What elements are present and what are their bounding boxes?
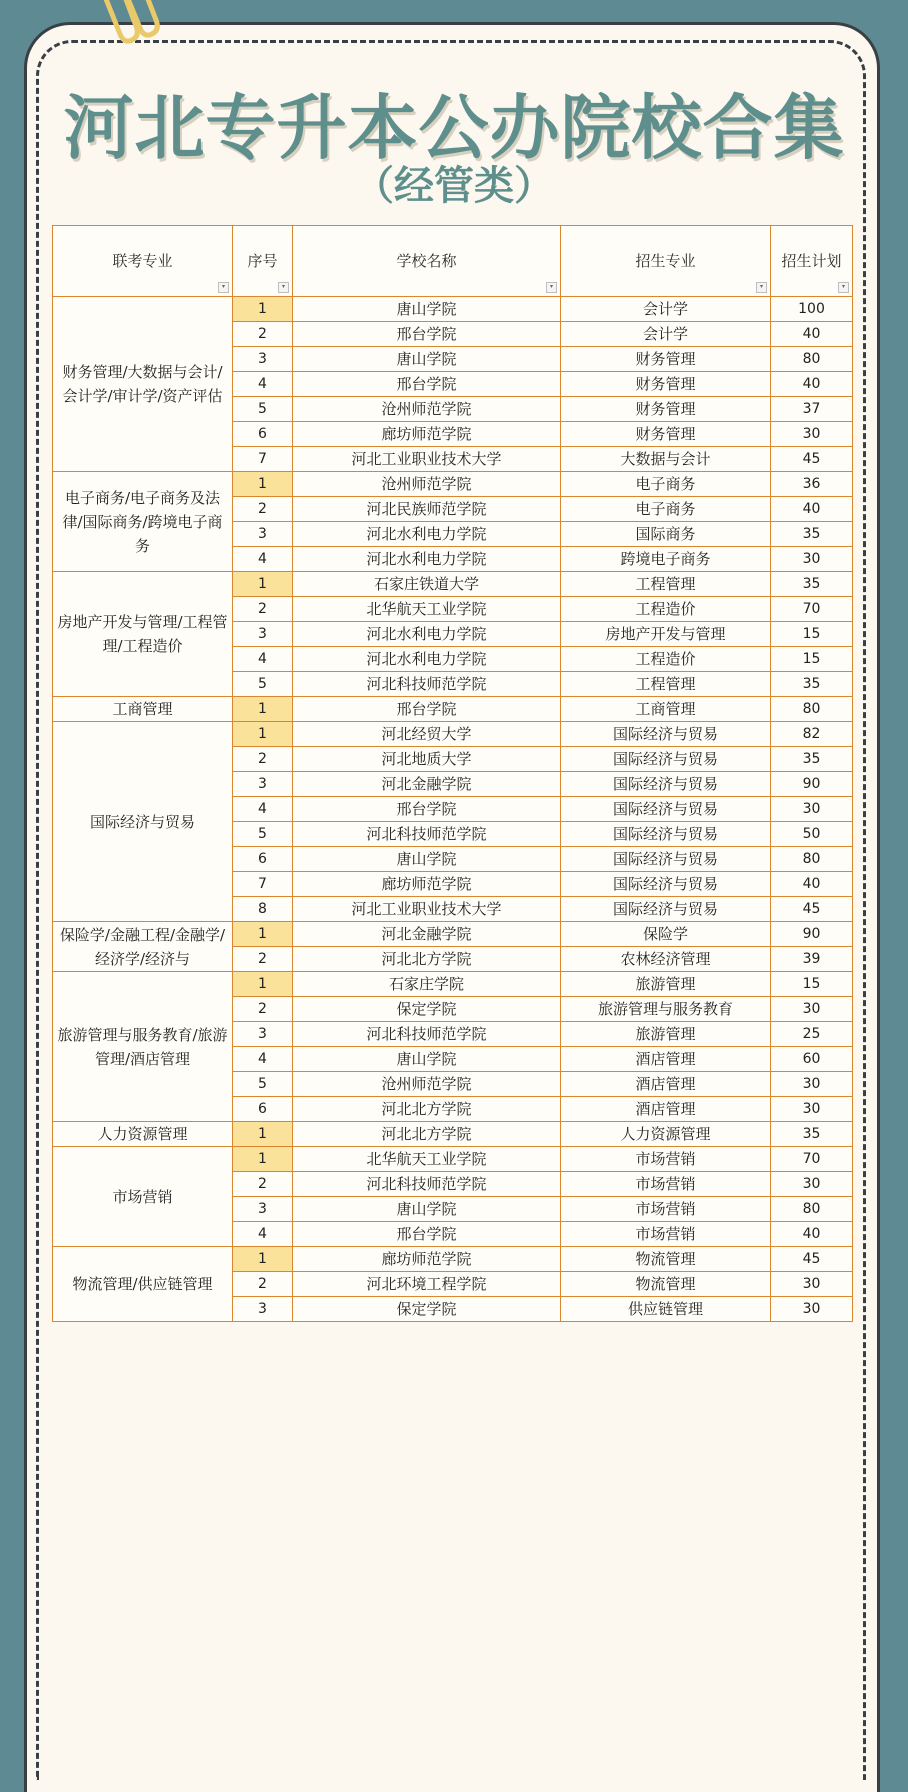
- school-name-cell[interactable]: 河北水利电力学院: [293, 522, 561, 547]
- program-cell[interactable]: 工程管理: [561, 672, 771, 697]
- plan-cell[interactable]: 70: [771, 1147, 853, 1172]
- program-cell[interactable]: 工商管理: [561, 697, 771, 722]
- header-major[interactable]: 联考专业 ▾: [53, 226, 233, 297]
- index-cell[interactable]: 2: [233, 1272, 293, 1297]
- program-cell[interactable]: 旅游管理: [561, 972, 771, 997]
- program-cell[interactable]: 国际经济与贸易: [561, 772, 771, 797]
- index-cell[interactable]: 3: [233, 1297, 293, 1322]
- index-cell[interactable]: 1: [233, 922, 293, 947]
- index-cell[interactable]: 5: [233, 1072, 293, 1097]
- plan-cell[interactable]: 25: [771, 1022, 853, 1047]
- index-cell[interactable]: 4: [233, 372, 293, 397]
- table-row: [53, 972, 853, 997]
- table-row: [53, 697, 853, 722]
- index-cell[interactable]: 8: [233, 897, 293, 922]
- school-name-cell[interactable]: 沧州师范学院: [293, 1072, 561, 1097]
- table-row: [53, 1247, 853, 1272]
- plan-cell[interactable]: 30: [771, 1072, 853, 1097]
- filter-dropdown-icon[interactable]: ▾: [756, 282, 767, 293]
- table-row: [53, 572, 853, 597]
- filter-dropdown-icon[interactable]: ▾: [546, 282, 557, 293]
- plan-cell[interactable]: 15: [771, 972, 853, 997]
- school-name-cell[interactable]: 河北水利电力学院: [293, 647, 561, 672]
- table-header-row: [53, 226, 853, 297]
- exam-major-cell[interactable]: 房地产开发与管理/工程管理/工程造价: [53, 572, 233, 697]
- table-row: [53, 297, 853, 322]
- index-cell[interactable]: 2: [233, 1172, 293, 1197]
- index-cell[interactable]: 2: [233, 497, 293, 522]
- school-name-cell[interactable]: 河北北方学院: [293, 947, 561, 972]
- school-name-cell[interactable]: 河北水利电力学院: [293, 547, 561, 572]
- exam-major-cell[interactable]: 国际经济与贸易: [53, 722, 233, 922]
- plan-cell[interactable]: 40: [771, 372, 853, 397]
- program-cell[interactable]: 酒店管理: [561, 1047, 771, 1072]
- plan-cell[interactable]: 40: [771, 322, 853, 347]
- school-table: [52, 225, 853, 1322]
- filter-dropdown-icon[interactable]: ▾: [838, 282, 849, 293]
- plan-cell[interactable]: 37: [771, 397, 853, 422]
- program-cell[interactable]: 电子商务: [561, 497, 771, 522]
- page-subtitle: （经管类）: [354, 163, 554, 209]
- program-cell[interactable]: 大数据与会计: [561, 447, 771, 472]
- index-cell[interactable]: 4: [233, 547, 293, 572]
- program-cell[interactable]: 国际经济与贸易: [561, 722, 771, 747]
- page-title: 河北专升本公办院校合集: [63, 87, 845, 169]
- program-cell[interactable]: 工程造价: [561, 597, 771, 622]
- index-cell[interactable]: 1: [233, 472, 293, 497]
- plan-cell[interactable]: 30: [771, 422, 853, 447]
- school-name-cell[interactable]: 廊坊师范学院: [293, 872, 561, 897]
- program-cell[interactable]: 国际经济与贸易: [561, 897, 771, 922]
- exam-major-cell[interactable]: 市场营销: [53, 1147, 233, 1247]
- school-name-cell[interactable]: 北华航天工业学院: [293, 597, 561, 622]
- index-cell[interactable]: 5: [233, 822, 293, 847]
- table-row: [53, 472, 853, 497]
- school-name-cell[interactable]: 河北水利电力学院: [293, 622, 561, 647]
- plan-cell[interactable]: 80: [771, 1197, 853, 1222]
- exam-major-cell[interactable]: 电子商务/电子商务及法律/国际商务/跨境电子商务: [53, 472, 233, 572]
- exam-major-cell[interactable]: 人力资源管理: [53, 1122, 233, 1147]
- program-cell[interactable]: 物流管理: [561, 1272, 771, 1297]
- plan-cell[interactable]: 30: [771, 797, 853, 822]
- school-name-cell[interactable]: 唐山学院: [293, 1047, 561, 1072]
- exam-major-cell[interactable]: 财务管理/大数据与会计/会计学/审计学/资产评估: [53, 297, 233, 472]
- program-cell[interactable]: 农林经济管理: [561, 947, 771, 972]
- school-name-cell[interactable]: 河北环境工程学院: [293, 1272, 561, 1297]
- plan-cell[interactable]: 80: [771, 347, 853, 372]
- school-name-cell[interactable]: 河北工业职业技术大学: [293, 897, 561, 922]
- program-cell[interactable]: 市场营销: [561, 1172, 771, 1197]
- index-cell[interactable]: 1: [233, 572, 293, 597]
- header-school[interactable]: 学校名称 ▾: [293, 226, 561, 297]
- plan-cell[interactable]: 35: [771, 522, 853, 547]
- index-cell[interactable]: 2: [233, 997, 293, 1022]
- table-row: [53, 1147, 853, 1172]
- school-name-cell[interactable]: 河北工业职业技术大学: [293, 447, 561, 472]
- plan-cell[interactable]: 90: [771, 922, 853, 947]
- program-cell[interactable]: 人力资源管理: [561, 1122, 771, 1147]
- program-cell[interactable]: 供应链管理: [561, 1297, 771, 1322]
- header-program[interactable]: 招生专业 ▾: [561, 226, 771, 297]
- school-name-cell[interactable]: 保定学院: [293, 997, 561, 1022]
- program-cell[interactable]: 会计学: [561, 322, 771, 347]
- index-cell[interactable]: 1: [233, 1147, 293, 1172]
- exam-major-cell[interactable]: 物流管理/供应链管理: [53, 1247, 233, 1322]
- table-row: [53, 922, 853, 947]
- program-cell[interactable]: 跨境电子商务: [561, 547, 771, 572]
- index-cell[interactable]: 1: [233, 972, 293, 997]
- school-name-cell[interactable]: 河北科技师范学院: [293, 1172, 561, 1197]
- plan-cell[interactable]: 80: [771, 847, 853, 872]
- school-name-cell[interactable]: 唐山学院: [293, 347, 561, 372]
- index-cell[interactable]: 4: [233, 647, 293, 672]
- program-cell[interactable]: 保险学: [561, 922, 771, 947]
- plan-cell[interactable]: 30: [771, 997, 853, 1022]
- program-cell[interactable]: 市场营销: [561, 1197, 771, 1222]
- program-cell[interactable]: 财务管理: [561, 347, 771, 372]
- plan-cell[interactable]: 45: [771, 897, 853, 922]
- plan-cell[interactable]: 45: [771, 447, 853, 472]
- index-cell[interactable]: 1: [233, 1247, 293, 1272]
- index-cell[interactable]: 5: [233, 397, 293, 422]
- exam-major-cell[interactable]: 旅游管理与服务教育/旅游管理/酒店管理: [53, 972, 233, 1122]
- program-cell[interactable]: 国际经济与贸易: [561, 747, 771, 772]
- plan-cell[interactable]: 40: [771, 872, 853, 897]
- plan-cell[interactable]: 15: [771, 647, 853, 672]
- index-cell[interactable]: 2: [233, 947, 293, 972]
- school-name-cell[interactable]: 邢台学院: [293, 322, 561, 347]
- program-cell[interactable]: 旅游管理与服务教育: [561, 997, 771, 1022]
- index-cell[interactable]: 3: [233, 347, 293, 372]
- paperclip-icon: [96, 0, 166, 46]
- program-cell[interactable]: 会计学: [561, 297, 771, 322]
- header-plan[interactable]: 招生计划 ▾: [771, 226, 853, 297]
- plan-cell[interactable]: 30: [771, 1272, 853, 1297]
- program-cell[interactable]: 国际商务: [561, 522, 771, 547]
- program-cell[interactable]: 市场营销: [561, 1147, 771, 1172]
- school-name-cell[interactable]: 石家庄铁道大学: [293, 572, 561, 597]
- program-cell[interactable]: 工程造价: [561, 647, 771, 672]
- plan-cell[interactable]: 40: [771, 1222, 853, 1247]
- program-cell[interactable]: 国际经济与贸易: [561, 872, 771, 897]
- program-cell[interactable]: 工程管理: [561, 572, 771, 597]
- index-cell[interactable]: 3: [233, 1197, 293, 1222]
- program-cell[interactable]: 电子商务: [561, 472, 771, 497]
- index-cell[interactable]: 5: [233, 672, 293, 697]
- index-cell[interactable]: 3: [233, 1022, 293, 1047]
- school-name-cell[interactable]: 邢台学院: [293, 697, 561, 722]
- index-cell[interactable]: 6: [233, 422, 293, 447]
- school-name-cell[interactable]: 河北科技师范学院: [293, 1022, 561, 1047]
- plan-cell[interactable]: 35: [771, 672, 853, 697]
- index-cell[interactable]: 6: [233, 1097, 293, 1122]
- school-name-cell[interactable]: 沧州师范学院: [293, 397, 561, 422]
- program-cell[interactable]: 国际经济与贸易: [561, 822, 771, 847]
- exam-major-cell[interactable]: 工商管理: [53, 697, 233, 722]
- index-cell[interactable]: 7: [233, 447, 293, 472]
- table-body: [53, 297, 853, 1322]
- school-name-cell[interactable]: 河北科技师范学院: [293, 672, 561, 697]
- plan-cell[interactable]: 30: [771, 1097, 853, 1122]
- school-name-cell[interactable]: 唐山学院: [293, 847, 561, 872]
- school-name-cell[interactable]: 河北民族师范学院: [293, 497, 561, 522]
- index-cell[interactable]: 1: [233, 297, 293, 322]
- program-cell[interactable]: 物流管理: [561, 1247, 771, 1272]
- plan-cell[interactable]: 30: [771, 1297, 853, 1322]
- program-cell[interactable]: 国际经济与贸易: [561, 797, 771, 822]
- plan-cell[interactable]: 35: [771, 747, 853, 772]
- program-cell[interactable]: 财务管理: [561, 397, 771, 422]
- index-cell[interactable]: 3: [233, 522, 293, 547]
- index-cell[interactable]: 6: [233, 847, 293, 872]
- school-name-cell[interactable]: 唐山学院: [293, 1197, 561, 1222]
- program-cell[interactable]: 酒店管理: [561, 1097, 771, 1122]
- school-name-cell[interactable]: 唐山学院: [293, 297, 561, 322]
- plan-cell[interactable]: 30: [771, 1172, 853, 1197]
- index-cell[interactable]: 2: [233, 597, 293, 622]
- filter-dropdown-icon[interactable]: ▾: [278, 282, 289, 293]
- school-name-cell[interactable]: 邢台学院: [293, 797, 561, 822]
- plan-cell[interactable]: 15: [771, 622, 853, 647]
- school-name-cell[interactable]: 邢台学院: [293, 1222, 561, 1247]
- program-cell[interactable]: 财务管理: [561, 372, 771, 397]
- index-cell[interactable]: 4: [233, 797, 293, 822]
- program-cell[interactable]: 旅游管理: [561, 1022, 771, 1047]
- school-name-cell[interactable]: 保定学院: [293, 1297, 561, 1322]
- plan-cell[interactable]: 50: [771, 822, 853, 847]
- plan-cell[interactable]: 70: [771, 597, 853, 622]
- index-cell[interactable]: 1: [233, 722, 293, 747]
- index-cell[interactable]: 4: [233, 1222, 293, 1247]
- school-name-cell[interactable]: 廊坊师范学院: [293, 422, 561, 447]
- exam-major-cell[interactable]: 保险学/金融工程/金融学/经济学/经济与: [53, 922, 233, 972]
- school-name-cell[interactable]: 北华航天工业学院: [293, 1147, 561, 1172]
- plan-cell[interactable]: 80: [771, 697, 853, 722]
- index-cell[interactable]: 2: [233, 747, 293, 772]
- plan-cell[interactable]: 35: [771, 1122, 853, 1147]
- plan-cell[interactable]: 90: [771, 772, 853, 797]
- school-name-cell[interactable]: 河北地质大学: [293, 747, 561, 772]
- plan-cell[interactable]: 36: [771, 472, 853, 497]
- program-cell[interactable]: 房地产开发与管理: [561, 622, 771, 647]
- school-name-cell[interactable]: 河北北方学院: [293, 1097, 561, 1122]
- plan-cell[interactable]: 39: [771, 947, 853, 972]
- school-name-cell[interactable]: 沧州师范学院: [293, 472, 561, 497]
- school-name-cell[interactable]: 廊坊师范学院: [293, 1247, 561, 1272]
- program-cell[interactable]: 国际经济与贸易: [561, 847, 771, 872]
- school-name-cell[interactable]: 邢台学院: [293, 372, 561, 397]
- index-cell[interactable]: 3: [233, 622, 293, 647]
- index-cell[interactable]: 4: [233, 1047, 293, 1072]
- school-name-cell[interactable]: 河北科技师范学院: [293, 822, 561, 847]
- index-cell[interactable]: 1: [233, 1122, 293, 1147]
- plan-cell[interactable]: 35: [771, 572, 853, 597]
- index-cell[interactable]: 2: [233, 322, 293, 347]
- school-name-cell[interactable]: 河北金融学院: [293, 772, 561, 797]
- plan-cell[interactable]: 30: [771, 547, 853, 572]
- index-cell[interactable]: 3: [233, 772, 293, 797]
- table-row: [53, 1122, 853, 1147]
- plan-cell[interactable]: 60: [771, 1047, 853, 1072]
- index-cell[interactable]: 7: [233, 872, 293, 897]
- header-index[interactable]: 序号 ▾: [233, 226, 293, 297]
- table-row: [53, 722, 853, 747]
- program-cell[interactable]: 财务管理: [561, 422, 771, 447]
- program-cell[interactable]: 市场营销: [561, 1222, 771, 1247]
- school-name-cell[interactable]: 河北经贸大学: [293, 722, 561, 747]
- school-name-cell[interactable]: 石家庄学院: [293, 972, 561, 997]
- school-name-cell[interactable]: 河北金融学院: [293, 922, 561, 947]
- plan-cell[interactable]: 100: [771, 297, 853, 322]
- plan-cell[interactable]: 45: [771, 1247, 853, 1272]
- program-cell[interactable]: 酒店管理: [561, 1072, 771, 1097]
- index-cell[interactable]: 1: [233, 697, 293, 722]
- school-name-cell[interactable]: 河北北方学院: [293, 1122, 561, 1147]
- filter-dropdown-icon[interactable]: ▾: [218, 282, 229, 293]
- plan-cell[interactable]: 82: [771, 722, 853, 747]
- plan-cell[interactable]: 40: [771, 497, 853, 522]
